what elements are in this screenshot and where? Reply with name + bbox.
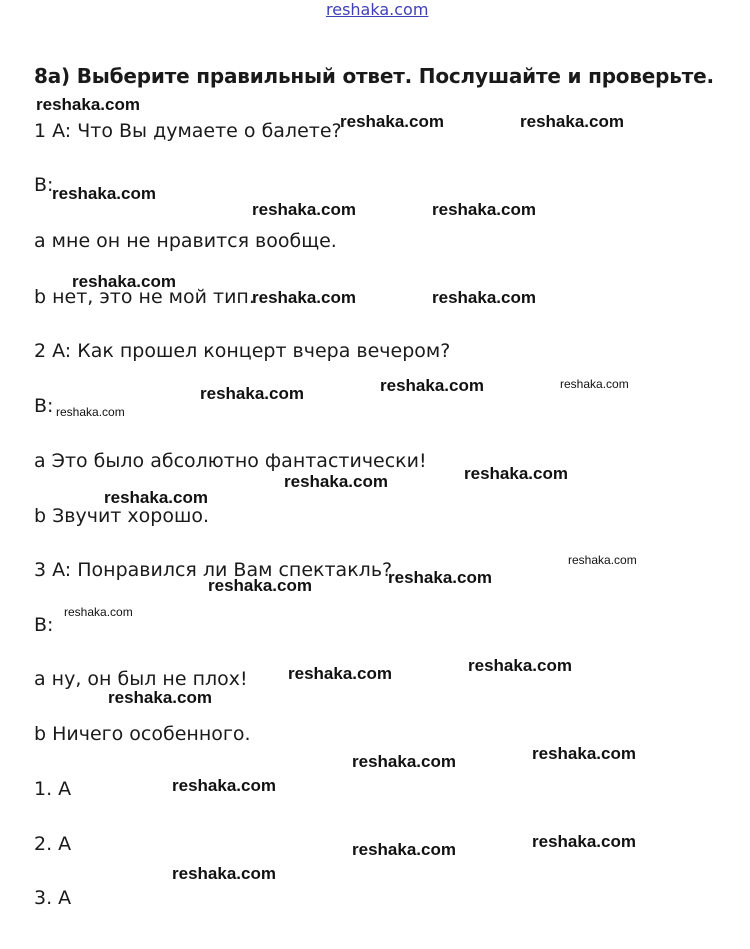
answer-2: 2. A bbox=[34, 833, 72, 855]
watermark: reshaka.com bbox=[252, 288, 356, 307]
question-1-option-b: b нет, это не мой тип. bbox=[34, 286, 255, 308]
watermark: reshaka.com bbox=[388, 568, 492, 587]
watermark: reshaka.com bbox=[340, 112, 444, 131]
question-3-option-a: a ну, он был не плох! bbox=[34, 668, 248, 690]
question-3: 3 A: Понравился ли Вам спектакль? bbox=[34, 559, 393, 581]
question-1: 1 A: Что Вы думаете о балете? bbox=[34, 120, 342, 142]
watermark: reshaka.com bbox=[208, 576, 312, 595]
watermark: reshaka.com bbox=[64, 605, 133, 619]
watermark: reshaka.com bbox=[464, 464, 568, 483]
question-1-option-a: a мне он не нравится вообще. bbox=[34, 230, 337, 252]
question-2-speaker-b: B: bbox=[34, 395, 54, 417]
question-2-option-b: b Звучит хорошо. bbox=[34, 505, 210, 527]
watermark: reshaka.com bbox=[432, 200, 536, 219]
watermark: reshaka.com bbox=[72, 272, 176, 291]
watermark: reshaka.com bbox=[380, 376, 484, 395]
watermark: reshaka.com bbox=[52, 184, 156, 203]
site-header-link[interactable]: reshaka.com bbox=[326, 0, 429, 19]
watermark: reshaka.com bbox=[560, 377, 629, 391]
watermark: reshaka.com bbox=[288, 664, 392, 683]
watermark: reshaka.com bbox=[532, 744, 636, 763]
answer-3: 3. A bbox=[34, 887, 72, 909]
watermark: reshaka.com bbox=[352, 752, 456, 771]
watermark: reshaka.com bbox=[172, 864, 276, 883]
watermark: reshaka.com bbox=[532, 832, 636, 851]
question-3-option-b: b Ничего особенного. bbox=[34, 723, 251, 745]
watermark: reshaka.com bbox=[56, 405, 125, 419]
watermark: reshaka.com bbox=[36, 95, 140, 114]
watermark: reshaka.com bbox=[568, 553, 637, 567]
watermark: reshaka.com bbox=[520, 112, 624, 131]
exercise-title: 8а) Выберите правильный ответ. Послушайте и проверьте. bbox=[34, 64, 714, 88]
watermark: reshaka.com bbox=[108, 688, 212, 707]
watermark: reshaka.com bbox=[432, 288, 536, 307]
question-2-option-a: a Это было абсолютно фантастически! bbox=[34, 450, 427, 472]
question-1-speaker-b: B: bbox=[34, 174, 54, 196]
watermark: reshaka.com bbox=[172, 776, 276, 795]
watermark: reshaka.com bbox=[104, 488, 208, 507]
question-3-speaker-b: B: bbox=[34, 614, 54, 636]
question-2: 2 A: Как прошел концерт вчера вечером? bbox=[34, 340, 451, 362]
watermark: reshaka.com bbox=[468, 656, 572, 675]
watermark: reshaka.com bbox=[352, 840, 456, 859]
answer-1: 1. A bbox=[34, 778, 72, 800]
watermark: reshaka.com bbox=[284, 472, 388, 491]
watermark: reshaka.com bbox=[200, 384, 304, 403]
watermark: reshaka.com bbox=[252, 200, 356, 219]
